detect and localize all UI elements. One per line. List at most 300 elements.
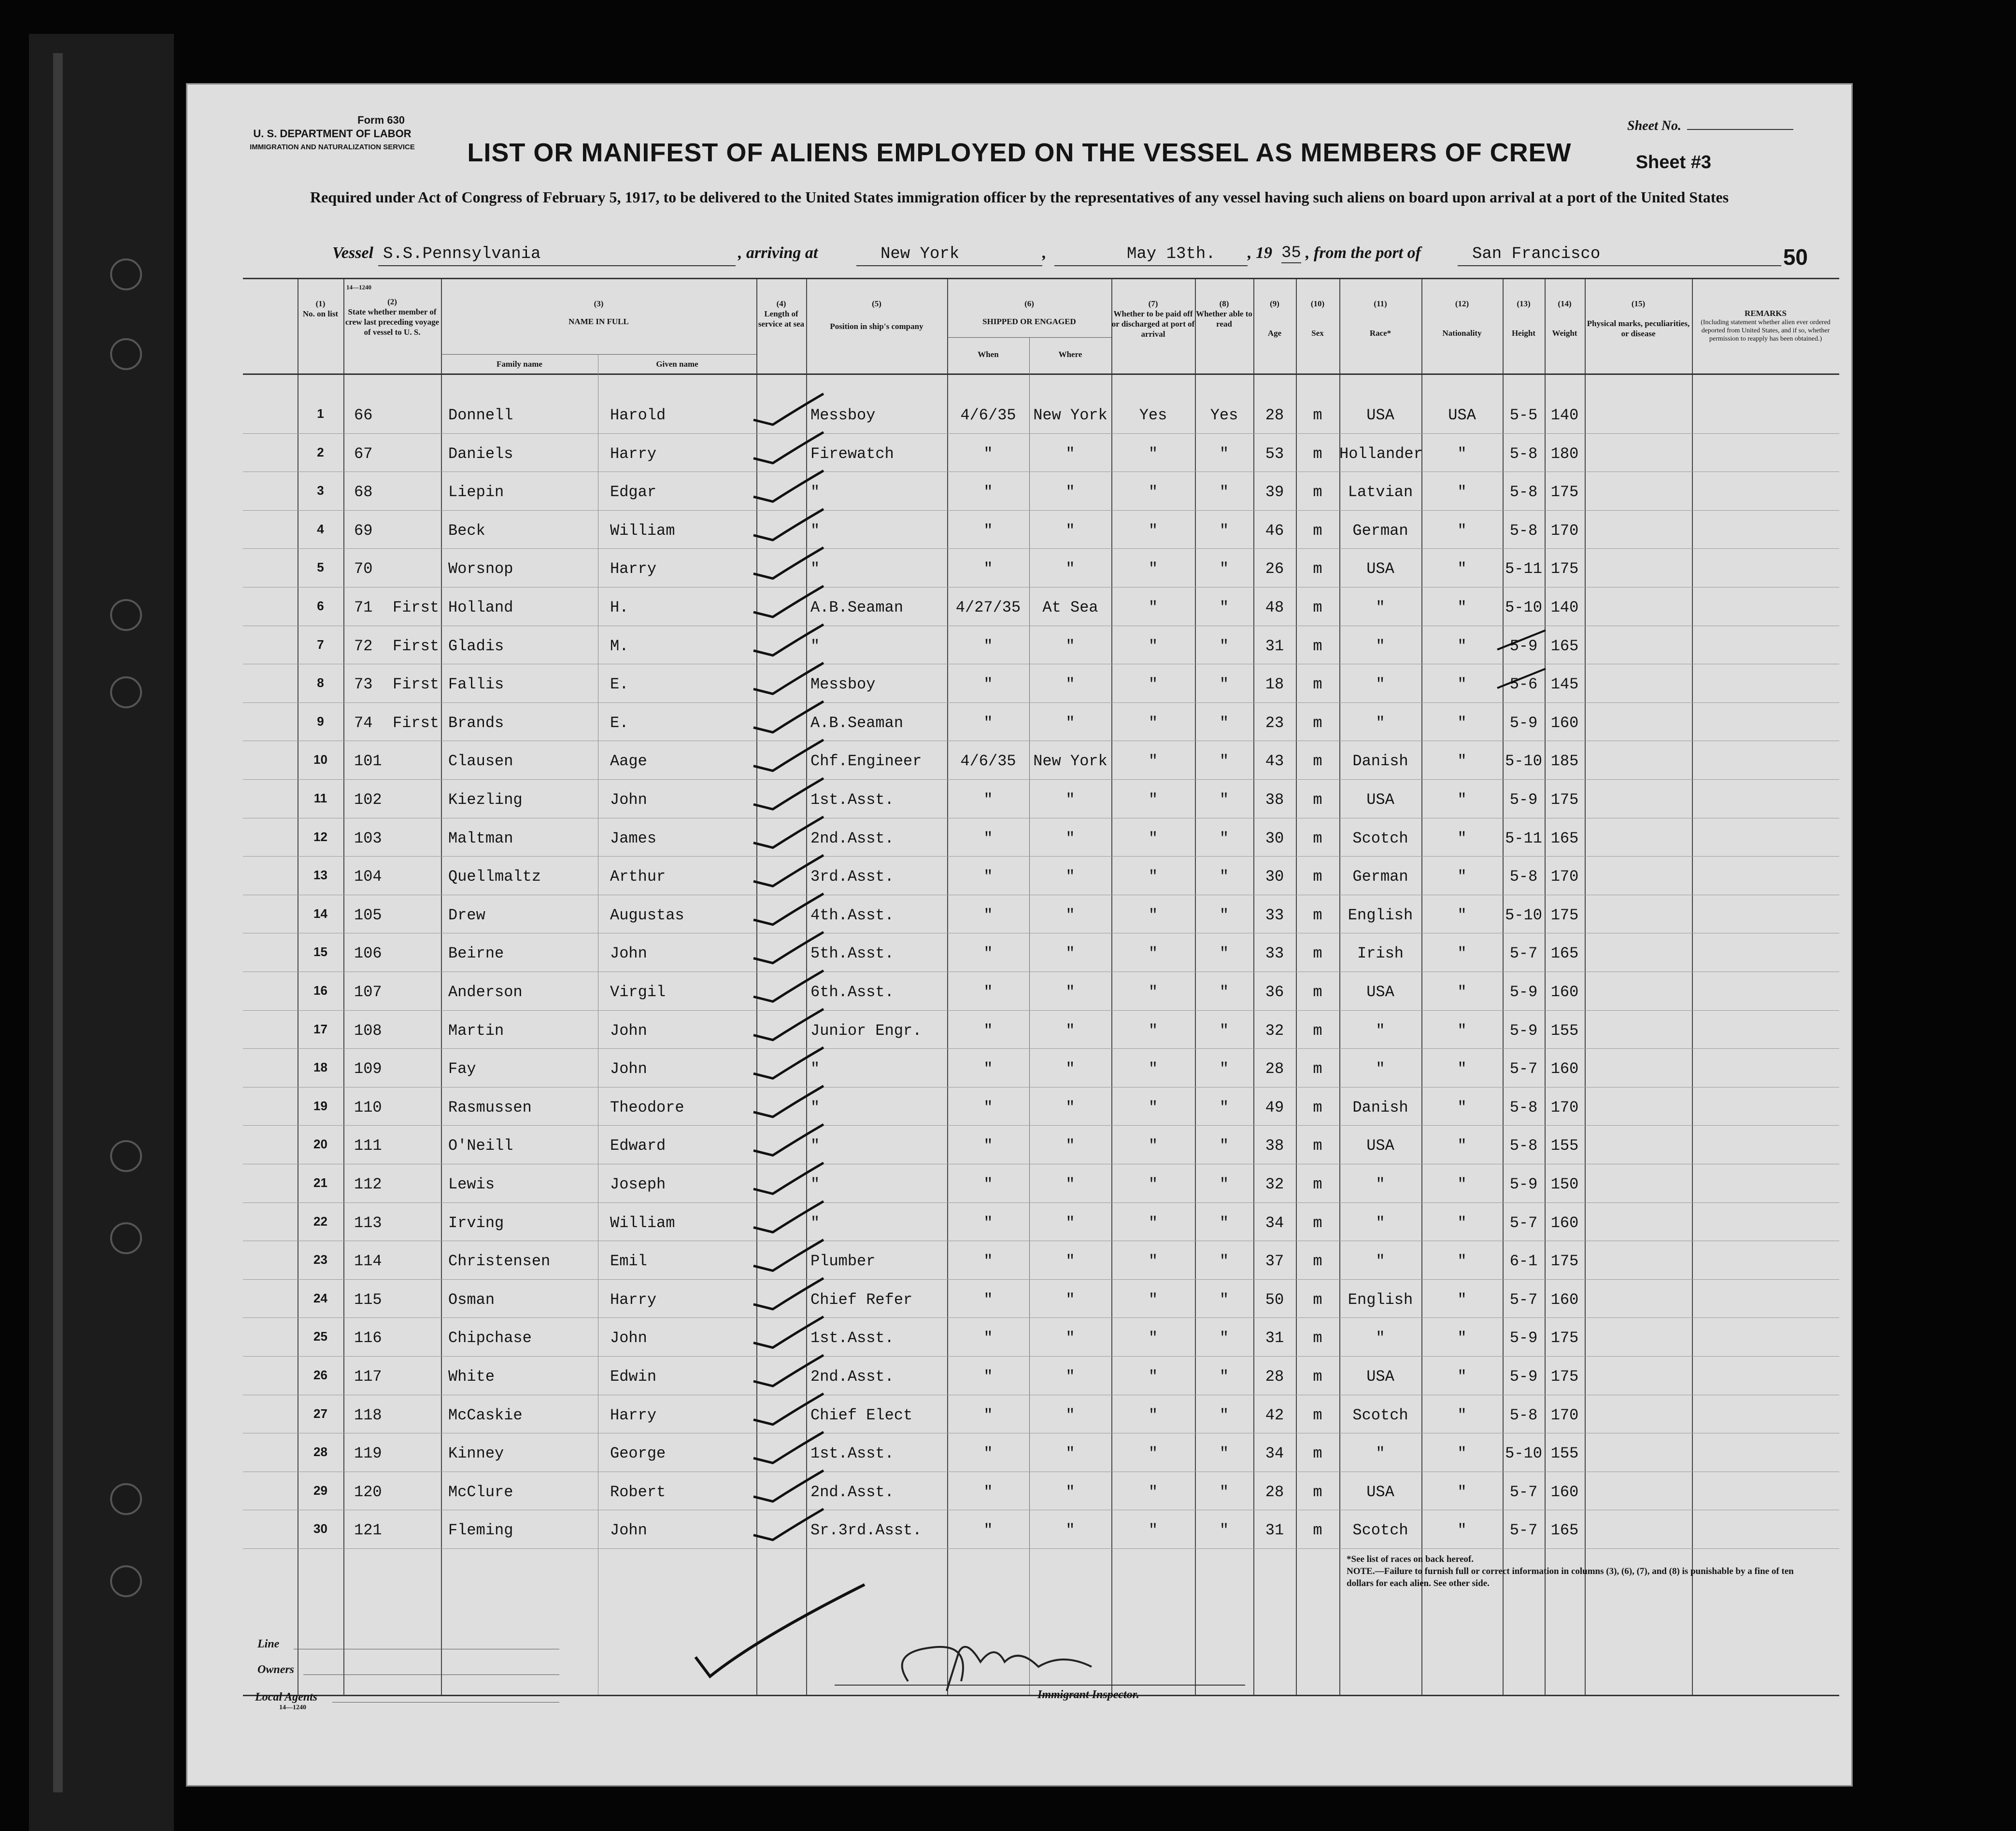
cell-paid: " (1148, 560, 1158, 578)
sheet-no-label: Sheet No. (1627, 118, 1681, 133)
local-agents-code: 14—1240 (279, 1704, 306, 1711)
col-where-header: Where (1058, 350, 1082, 359)
cell-family: Rasmussen (448, 1098, 532, 1116)
vessel-label: Vessel (332, 244, 373, 262)
cell-given: Robert (610, 1483, 666, 1501)
cell-paid: " (1148, 1406, 1158, 1424)
cell-weight: 175 (1550, 1329, 1579, 1347)
cell-when: " (983, 1521, 993, 1540)
cell-paid: " (1148, 1021, 1158, 1040)
cell-sex: m (1313, 983, 1322, 1001)
cell-given: Edwin (610, 1368, 657, 1386)
check-mark (753, 894, 823, 925)
cell-family: Maltman (448, 829, 513, 847)
cell-family: Quellmaltz (448, 868, 541, 886)
cell-sex: m (1313, 560, 1322, 578)
cell-position: Chief Elect (810, 1406, 913, 1424)
cell-paid: " (1148, 829, 1158, 847)
cell-race: " (1376, 637, 1385, 655)
cell-position: Firewatch (810, 444, 894, 463)
cell-read: " (1219, 1252, 1229, 1271)
cell-height: 5-9 (1509, 1175, 1538, 1193)
check-mark (753, 740, 823, 771)
arrival-date: May 13th. (1127, 245, 1216, 263)
cell-position: Chf.Engineer (810, 752, 922, 771)
cell-height: 5-8 (1509, 483, 1538, 501)
cell-no: 4 (317, 521, 324, 536)
col-previous-voyage-header: (2) State whether member of crew last preceding voyage of vessel to U. S. (345, 297, 440, 337)
cell-weight: 160 (1550, 983, 1579, 1001)
cell-position: 2nd.Asst. (810, 1483, 894, 1501)
cell-paid: " (1148, 483, 1158, 501)
owners-label: Owners (257, 1663, 295, 1676)
cell-when: " (983, 906, 993, 924)
col-shipped-header: (6) SHIPPED OR ENGAGED (982, 299, 1076, 326)
cell-paid: " (1148, 444, 1158, 463)
cell-position: Plumber (810, 1252, 876, 1271)
cell-where: " (1065, 1483, 1075, 1501)
cell-given: Augustas (610, 906, 684, 924)
cell-paid: " (1148, 1483, 1158, 1501)
cell-race: Hollander (1339, 444, 1423, 463)
cell-no: 8 (317, 675, 324, 690)
cell-read: " (1219, 868, 1229, 886)
cell-age: 31 (1265, 637, 1284, 655)
cell-paid: " (1148, 637, 1158, 655)
cell-height: 5-8 (1509, 1137, 1538, 1155)
cell-sex: m (1313, 483, 1322, 501)
arriving-label: , arriving at (738, 244, 818, 262)
cell-height: 5-8 (1509, 1098, 1538, 1116)
cell-sex: m (1313, 1521, 1322, 1540)
cell-no: 10 (313, 752, 327, 767)
cell-nat: " (1457, 906, 1467, 924)
cell-position: 2nd.Asst. (810, 1368, 894, 1386)
cell-read: " (1219, 1098, 1229, 1116)
cell-sex: m (1313, 906, 1322, 924)
cell-read: " (1219, 675, 1229, 694)
line-label: Line (257, 1638, 280, 1650)
vessel-line: Vessel S.S.Pennsylvania , arriving at New York , May 13th. , 19 35 , from the port of San Francisco (332, 244, 1781, 268)
cell-position: Chief Refer (810, 1290, 913, 1309)
cell-no: 22 (313, 1214, 327, 1229)
cell-family: Donnell (448, 406, 513, 424)
check-mark (753, 547, 823, 578)
cell-position: " (810, 1098, 820, 1116)
cell-where: " (1065, 560, 1075, 578)
cell-when: " (983, 560, 993, 578)
cell-given: Aage (610, 752, 647, 771)
check-mark (753, 932, 823, 963)
cell-race: USA (1366, 983, 1394, 1001)
cell-when: " (983, 829, 993, 847)
cell-id: 72 (354, 637, 373, 655)
cell-weight: 170 (1550, 1406, 1579, 1424)
check-mark (753, 509, 823, 540)
local-agents-label: Local Agents (255, 1691, 318, 1703)
cell-paid: " (1148, 983, 1158, 1001)
cell-id: 104 (354, 868, 382, 886)
cell-id: 69 (354, 521, 373, 540)
cell-paid: " (1148, 1252, 1158, 1271)
cell-nat: " (1457, 829, 1467, 847)
cell-race: German (1352, 868, 1408, 886)
arriving-port: New York (880, 245, 960, 263)
check-mark (753, 625, 823, 656)
cell-height: 5-10 (1505, 599, 1542, 616)
cell-where: " (1065, 1290, 1075, 1309)
cell-position: 1st.Asst. (810, 1445, 894, 1463)
cell-where: " (1065, 1098, 1075, 1116)
cell-weight: 160 (1550, 1214, 1579, 1232)
cell-no: 18 (313, 1060, 327, 1075)
cell-race: Danish (1352, 1098, 1408, 1116)
cell-given: John (610, 1329, 647, 1347)
cell-weight: 160 (1550, 1290, 1579, 1309)
cell-when: " (983, 1060, 993, 1078)
cell-nat: " (1457, 1098, 1467, 1116)
check-mark (753, 701, 823, 732)
cell-family: Christensen (448, 1252, 551, 1271)
cell-height: 5-6 (1509, 675, 1538, 694)
cell-no: 20 (313, 1137, 327, 1152)
cell-where: " (1065, 444, 1075, 463)
cell-sex: m (1313, 1252, 1322, 1271)
cell-race: " (1376, 1060, 1385, 1078)
cell-weight: 165 (1550, 1521, 1579, 1540)
page-number: 50 (1783, 244, 1808, 270)
cell-read: " (1219, 1214, 1229, 1232)
cell-weight: 155 (1550, 1137, 1579, 1155)
department-name: U. S. DEPARTMENT OF LABOR (253, 128, 412, 140)
cell-race: Scotch (1352, 1406, 1408, 1424)
cell-where: " (1065, 1368, 1075, 1386)
cell-given: Edgar (610, 483, 657, 501)
cell-age: 38 (1265, 1137, 1284, 1155)
col-family-name-header: Family name (497, 359, 542, 369)
col-remarks-header: REMARKS (Including statement whether alien ever ordered deported from United States, and if so, whether permission to reapply has been obtained.) (1701, 309, 1831, 343)
col-paid-off-header: (7) Whether to be paid off or discharged at port of arrival (1111, 299, 1195, 339)
cell-no: 28 (313, 1445, 327, 1459)
cell-height: 5-10 (1505, 906, 1542, 924)
cell-nat: " (1457, 1214, 1467, 1232)
cell-weight: 170 (1550, 868, 1579, 886)
cell-age: 31 (1265, 1521, 1284, 1540)
cell-id: 119 (354, 1445, 382, 1463)
cell-paid: Yes (1139, 406, 1167, 424)
cell-height: 5-8 (1509, 868, 1538, 886)
cell-position: 2nd.Asst. (810, 829, 894, 847)
cell-given: John (610, 1521, 647, 1540)
col-race-header: (11) Race* (1369, 299, 1391, 338)
cell-family: Liepin (448, 483, 504, 501)
cell-paid: " (1148, 1521, 1158, 1540)
cell-id: 108 (354, 1021, 382, 1040)
cell-paid: " (1148, 906, 1158, 924)
cell-where: " (1065, 1060, 1075, 1078)
cell-height: 5-7 (1509, 1483, 1538, 1501)
cell-nat: " (1457, 599, 1467, 616)
cell-age: 28 (1265, 406, 1284, 424)
cell-age: 34 (1265, 1214, 1284, 1232)
cell-weight: 150 (1550, 1175, 1579, 1193)
cell-age: 36 (1265, 983, 1284, 1001)
cell-weight: 155 (1550, 1021, 1579, 1040)
cell-nat: " (1457, 791, 1467, 809)
cell-no: 17 (313, 1021, 327, 1036)
cell-age: 33 (1265, 906, 1284, 924)
cell-height: 5-8 (1509, 444, 1538, 463)
cell-family: Beirne (448, 944, 504, 963)
cell-nat: " (1457, 444, 1467, 463)
cell-given: Edward (610, 1137, 666, 1155)
cell-no: 16 (313, 983, 327, 998)
cell-read: " (1219, 983, 1229, 1001)
cell-nat: " (1457, 752, 1467, 771)
cell-no: 1 (317, 406, 324, 421)
cell-where: " (1065, 868, 1075, 886)
cell-nat: " (1457, 1406, 1467, 1424)
cell-given: Harry (610, 1406, 657, 1424)
cell-no: 11 (313, 791, 327, 805)
cell-sex: m (1313, 1368, 1322, 1386)
cell-read: " (1219, 483, 1229, 501)
cell-where: " (1065, 829, 1075, 847)
cell-given: Harry (610, 560, 657, 578)
cell-height: 5-11 (1505, 560, 1542, 578)
cell-race: Scotch (1352, 1521, 1408, 1540)
cell-given: Arthur (610, 868, 666, 886)
cell-where: " (1065, 791, 1075, 809)
cell-sex: m (1313, 791, 1322, 809)
cell-sex: m (1313, 1214, 1322, 1232)
cell-read: " (1219, 791, 1229, 809)
cell-id: 68 (354, 483, 373, 501)
cell-paid: " (1148, 1060, 1158, 1078)
cell-height: 5-7 (1509, 1060, 1538, 1078)
check-mark (753, 817, 823, 848)
col-given-name-header: Given name (656, 359, 698, 369)
cell-sex: m (1313, 1290, 1322, 1309)
cell-read: " (1219, 599, 1229, 616)
cell-no: 23 (313, 1252, 327, 1267)
cell-sex: m (1313, 1060, 1322, 1078)
col-nationality-header: (12) Nationality (1442, 299, 1482, 338)
cell-position: " (810, 521, 820, 540)
cell-id: 109 (354, 1060, 382, 1078)
cell-no: 29 (313, 1483, 327, 1498)
cell-nat: " (1457, 983, 1467, 1001)
page-title: LIST OR MANIFEST OF ALIENS EMPLOYED ON THE VESSEL AS MEMBERS OF CREW (467, 138, 1572, 167)
cell-read: " (1219, 1483, 1229, 1501)
correction-stroke (1497, 630, 1546, 650)
cell-age: 49 (1265, 1098, 1284, 1116)
cell-weight: 175 (1550, 483, 1579, 501)
col-when-header: When (978, 350, 999, 359)
cell-no: 7 (317, 637, 324, 652)
cell-no: 26 (313, 1368, 327, 1382)
cell-given: Emil (610, 1252, 647, 1271)
cell-nat: " (1457, 1137, 1467, 1155)
col-read-header: (8) Whether able to read (1196, 299, 1252, 329)
cell-age: 28 (1265, 1368, 1284, 1386)
cell-race: English (1348, 906, 1413, 924)
cell-position: Messboy (810, 406, 876, 424)
cell-when: " (983, 483, 993, 501)
cell-when: 4/6/35 (960, 752, 1016, 771)
correction-stroke (1497, 669, 1546, 688)
cell-id: 101 (354, 752, 382, 771)
cell-id: 74 (354, 714, 373, 732)
cell-nat: " (1457, 1483, 1467, 1501)
cell-paid: " (1148, 1368, 1158, 1386)
cell-paid: " (1148, 1445, 1158, 1463)
cell-id: 116 (354, 1329, 382, 1347)
col-height-header: (13) Height (1511, 299, 1536, 338)
cell-when: " (983, 1175, 993, 1193)
check-mark (753, 971, 823, 1001)
cell-family: Daniels (448, 444, 513, 463)
cell-age: 37 (1265, 1252, 1284, 1271)
cell-sex: m (1313, 637, 1322, 655)
cell-age: 42 (1265, 1406, 1284, 1424)
cell-no: 19 (313, 1098, 327, 1113)
check-mark (753, 1394, 823, 1425)
cell-read: " (1219, 752, 1229, 771)
cell-nat: " (1457, 1521, 1467, 1540)
cell-race: " (1376, 1329, 1385, 1347)
cell-position: A.B.Seaman (810, 714, 904, 732)
cell-sex: m (1313, 1175, 1322, 1193)
cell-id: 118 (354, 1406, 382, 1424)
cell-no: 25 (313, 1329, 327, 1344)
cell-weight: 175 (1550, 791, 1579, 809)
check-mark (753, 1240, 823, 1271)
col-2-code: 14—1240 (346, 284, 371, 291)
cell-family: Irving (448, 1214, 504, 1232)
cell-read: " (1219, 444, 1229, 463)
cell-nat: " (1457, 868, 1467, 886)
cell-family: Fleming (448, 1521, 513, 1540)
cell-race: " (1376, 1445, 1385, 1463)
cell-prev: First (393, 714, 440, 732)
cell-weight: 155 (1550, 1445, 1579, 1463)
cell-when: " (983, 1290, 993, 1309)
col-no-header: (1) No. on list (302, 299, 339, 318)
cell-sex: m (1313, 675, 1322, 694)
cell-sex: m (1313, 599, 1322, 616)
cell-paid: " (1148, 868, 1158, 886)
cell-weight: 175 (1550, 906, 1579, 924)
cell-paid: " (1148, 675, 1158, 694)
cell-where: " (1065, 1137, 1075, 1155)
cell-position: " (810, 1060, 820, 1078)
cell-no: 21 (313, 1175, 327, 1190)
cell-when: " (983, 637, 993, 655)
cell-height: 5-7 (1509, 1214, 1538, 1232)
cell-position: 3rd.Asst. (810, 868, 894, 886)
cell-paid: " (1148, 944, 1158, 963)
cell-family: O'Neill (448, 1137, 513, 1155)
cell-race: " (1376, 675, 1385, 694)
vessel-name: S.S.Pennsylvania (383, 245, 541, 263)
cell-age: 28 (1265, 1060, 1284, 1078)
cell-paid: " (1148, 1175, 1158, 1193)
cell-nat: " (1457, 944, 1467, 963)
cell-height: 5-7 (1509, 1521, 1538, 1540)
cell-id: 66 (354, 406, 373, 424)
cell-where: " (1065, 1175, 1075, 1193)
cell-read: Yes (1210, 406, 1238, 424)
cell-family: Osman (448, 1290, 495, 1309)
cell-read: " (1219, 1021, 1229, 1040)
cell-paid: " (1148, 521, 1158, 540)
cell-nat: " (1457, 1290, 1467, 1309)
cell-when: " (983, 444, 993, 463)
cell-age: 32 (1265, 1175, 1284, 1193)
cell-prev: First (393, 637, 440, 655)
cell-weight: 170 (1550, 521, 1579, 540)
cell-family: Kinney (448, 1445, 504, 1463)
cell-paid: " (1148, 1290, 1158, 1309)
cell-no: 13 (313, 868, 327, 883)
cell-where: New York (1033, 406, 1107, 424)
cell-given: William (610, 521, 675, 540)
from-label: , from the port of (1306, 244, 1421, 262)
cell-nat: " (1457, 637, 1467, 655)
cell-weight: 140 (1550, 406, 1579, 424)
cell-where: " (1065, 714, 1075, 732)
cell-age: 43 (1265, 752, 1284, 771)
cell-paid: " (1148, 599, 1158, 616)
cell-read: " (1219, 1175, 1229, 1193)
cell-when: " (983, 714, 993, 732)
form-number: Form 630 (357, 114, 405, 126)
cell-where: " (1065, 983, 1075, 1001)
cell-given: Theodore (610, 1098, 684, 1116)
cell-given: Harry (610, 444, 657, 463)
check-mark (753, 1355, 823, 1386)
cell-id: 121 (354, 1521, 382, 1540)
cell-nat: " (1457, 714, 1467, 732)
cell-where: " (1065, 1329, 1075, 1347)
cell-id: 113 (354, 1214, 382, 1232)
cell-nat: " (1457, 1175, 1467, 1193)
cell-position: " (810, 1137, 820, 1155)
cell-paid: " (1148, 791, 1158, 809)
cell-read: " (1219, 1368, 1229, 1386)
check-mark (753, 855, 823, 886)
check-mark (753, 1047, 823, 1078)
cell-read: " (1219, 1329, 1229, 1347)
cell-read: " (1219, 906, 1229, 924)
cell-where: " (1065, 521, 1075, 540)
cell-family: Kiezling (448, 791, 523, 809)
cell-where: New York (1033, 752, 1107, 771)
cell-where: " (1065, 1214, 1075, 1232)
note-races: *See list of races on back hereof. (1347, 1554, 1474, 1564)
cell-nat: " (1457, 1445, 1467, 1463)
cell-given: John (610, 791, 647, 809)
cell-race: Irish (1357, 944, 1404, 963)
cell-id: 70 (354, 560, 373, 578)
year-prefix: , 19 (1248, 244, 1272, 262)
cell-height: 5-10 (1505, 1445, 1542, 1463)
cell-given: John (610, 944, 647, 963)
cell-race: USA (1366, 1368, 1394, 1386)
cell-position: Junior Engr. (810, 1021, 922, 1040)
cell-read: " (1219, 944, 1229, 963)
